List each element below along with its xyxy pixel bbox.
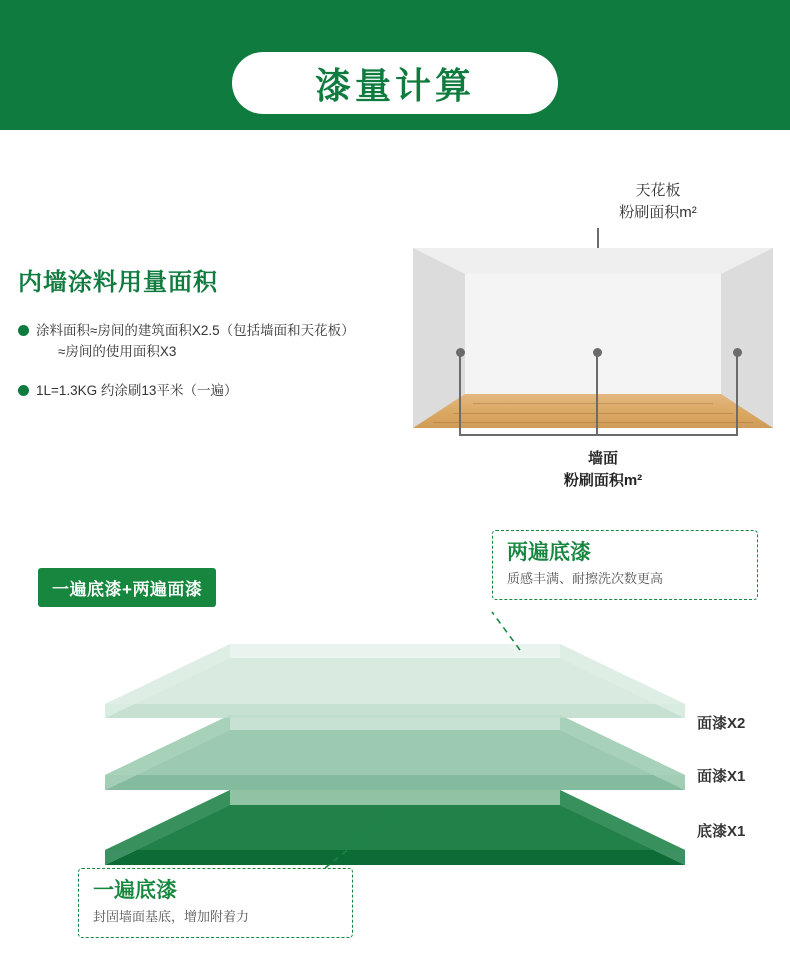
side-label-topcoat-x2: 面漆X2 <box>697 715 746 732</box>
room-floor <box>413 394 773 428</box>
bullet-item-2 <box>18 380 418 401</box>
layer-topcoat-x2 <box>105 644 685 718</box>
layer-primer-x1 <box>105 790 685 865</box>
wall-leader-line-left <box>459 352 461 436</box>
bullet-item-1-line2: ≈房间的使用面积X3 <box>58 344 177 359</box>
bullet-dot-icon <box>18 325 29 336</box>
floor-plank-line <box>473 403 713 404</box>
page-title: 漆量计算 <box>314 64 475 106</box>
wall-leader-line-center <box>596 352 598 436</box>
wall-label <box>503 448 703 492</box>
ceiling-label-line1: 天花板 <box>635 182 681 199</box>
header-title-pill <box>232 52 558 114</box>
coating-scheme-badge-part1: 一遍底漆+ <box>52 580 133 599</box>
floor-plank-line <box>433 422 753 423</box>
side-label-topcoat-x1: 面漆X1 <box>697 768 746 785</box>
section1-title: 内墙涂料用量面积 <box>18 269 218 296</box>
paint-layers-diagram <box>0 600 790 900</box>
layer-topcoat-x1 <box>105 715 685 790</box>
room-illustration <box>408 182 778 502</box>
bullet-dot-icon <box>18 385 29 396</box>
bullet-item-2-text: 1L=1.3KG 约涂刷13平米（一遍） <box>36 383 238 398</box>
bullet-item-1-line1: 涂料面积≈房间的建筑面积X2.5（包括墙面和天花板） <box>36 323 355 338</box>
wall-leader-line-horizontal <box>459 434 738 436</box>
room-box <box>413 248 773 428</box>
bullet-item-1 <box>18 320 418 362</box>
page-header <box>0 0 790 130</box>
coating-scheme-badge-part2: 两遍面漆 <box>132 580 203 599</box>
callout-two-primer-title: 两遍底漆 <box>507 541 591 564</box>
floor-plank-line <box>453 413 733 414</box>
ceiling-label <box>558 180 758 224</box>
ceiling-label-line2: 粉刷面积m² <box>619 204 697 221</box>
callout-one-primer-subtitle: 封固墙面基底，增加附着力 <box>93 909 250 924</box>
bullet-item-1-text <box>36 320 355 362</box>
wall-label-line2: 粉刷面积m² <box>563 472 643 489</box>
callout-two-primer <box>492 530 758 600</box>
callout-two-primer-subtitle: 质感丰满、耐擦洗次数更高 <box>507 571 664 586</box>
wall-label-line1: 墙面 <box>587 450 618 467</box>
room-ceiling <box>413 248 773 274</box>
side-label-primer-x1: 底漆X1 <box>697 823 746 840</box>
room-back-wall <box>465 274 721 396</box>
callout-one-primer-title: 一遍底漆 <box>93 879 177 902</box>
wall-leader-line-right <box>736 352 738 436</box>
